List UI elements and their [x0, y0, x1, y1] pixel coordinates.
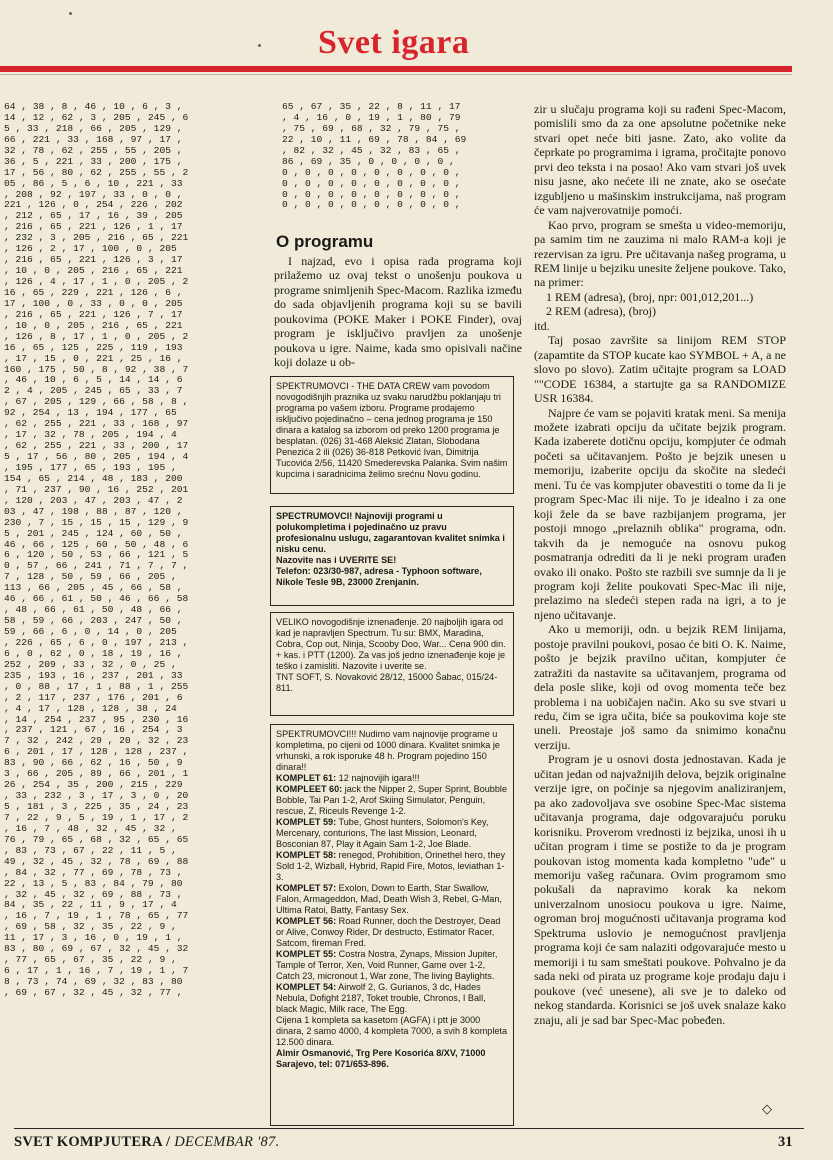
- listing-line: 49 , 32 , 45 , 32 , 78 , 69 , 88: [4, 855, 189, 867]
- listing-line: 17 , 100 , 0 , 33 , 0 , 0 , 205: [4, 297, 183, 309]
- listing-numbers-column-1: [4, 102, 266, 1124]
- listing-line: , 46 , 10 , 6 , 5 , 14 , 14 , 6: [4, 374, 183, 386]
- kit-name: KOMPLET 59:: [276, 817, 337, 827]
- kit-name: KOMPLET 56:: [276, 916, 337, 926]
- listing-line: 11 , 17 , 3 , 16 , 0 , 19 , 1 ,: [4, 932, 183, 944]
- kit-games: Road Runner, doch the Destroyer, Dead or Alive, Conwoy Rider, Dr destructo, Estimator Racer, Satcom, fireman Fred.: [276, 916, 501, 948]
- listing-line: 221 , 126 , 0 , 254 , 226 , 202: [4, 199, 183, 211]
- ad-kompleti-prices: Cijena 1 kompleta sa kasetom (AGFA) i ptt je 3000 dinara, 2 samo 4000, 4 kompleta 7000, a svih 8 kompleta 12.500 dinara.: [276, 1015, 508, 1047]
- listing-line: , 10 , 0 , 205 , 216 , 65 , 221: [4, 319, 183, 331]
- listing-line: 0 , 0 , 0 , 0 , 0 , 0 , 0 , 0 ,: [282, 177, 461, 189]
- listing-line: , 82 , 32 , 45 , 32 , 83 , 65 ,: [282, 144, 461, 156]
- listing-line: 14 , 12 , 62 , 3 , 205 , 245 , 6: [4, 111, 189, 123]
- listing-line: 6 , 17 , 1 , 16 , 7 , 19 , 1 , 7: [4, 965, 189, 977]
- listing-line: , 33 , 232 , 3 , 17 , 3 , 0 , 20: [4, 790, 189, 802]
- header-rule-shadow: [0, 74, 792, 75]
- kit-name: KOMPLET 57:: [276, 883, 337, 893]
- page-number: 31: [778, 1134, 793, 1150]
- listing-line: 6 , 0 , 62 , 0 , 18 , 19 , 16 ,: [4, 647, 183, 659]
- ad-kompleti-intro: SPEKTRUMOVCI!!! Nudimo vam najnovije programe u kompletima, po cijeni od 1000 dinara. Kvalitet snimka je vrhunski, a rok isporuke 48 h. Program pojedino 150 dinara!!: [276, 729, 500, 772]
- kit-name: KOMPLET 58:: [276, 850, 337, 860]
- listing-line: , 67 , 205 , 129 , 66 , 58 , 8 ,: [4, 396, 189, 408]
- listing-line: , 216 , 65 , 221 , 126 , 7 , 17: [4, 308, 183, 320]
- listing-line: 22 , 10 , 11 , 69 , 78 , 84 , 69: [282, 133, 467, 145]
- article-paragraph: Program je u osnovi dosta jednostavan. Kada je učitan jedan od najvažnijih delova, bejzik originalne verzije igre, on počinje sa njegovim analiziranjem, pa ako zadovoljava sve osobine Spec-Mac sistema učitavanja programa, daje odgovarajuću poruku korisniku. Proverom vrednosti iz bejzika, unosi ih u učitan program i time se postiže to da je program poukovan istog momenta kada kompletno "uđe" u memoriju vašeg računara. Ovim programom smo pokušali da napravimo korak ka nekom univerzalnom unosiocu poukova u igre. Naime, ogroman broj mogućnosti učitavanja programa kod Spektruma uslovio je nemogućnost pravljenja programa koji će sam nalaziti odgovarajuće mesto u memoriji i tu sam smeštati poukove. Pohvalno je da sada neki od pirata uz programe koje prodaju daju i poukove (već unesene), ali sve je to daleko od nekog standarda. Korisnici se još uvek snalaze kako znaju, ali je sad bar Spec-Mac pobeđen.: [534, 752, 786, 1027]
- listing-line: , 83 , 73 , 67 , 22 , 11 , 5 ,: [4, 844, 177, 856]
- print-speck: [69, 12, 72, 15]
- listing-line: 84 , 35 , 22 , 11 , 9 , 17 , 4: [4, 899, 177, 911]
- kit-games: Costra Nostra, Zynaps, Mission Jupiter, Tample of Terror, Xen, Void Runner, Game over 1-2, Catch 23, micronout 1, War zone, The living Baylights.: [276, 949, 498, 981]
- kit-games: Airwolf 2, G. Gurianos, 3 dc, Hades Nebula, Dofight 2187, Toket trouble, Chronos, I Ball, black Magic, Milk race, The Egg.: [276, 982, 486, 1014]
- kit-entry: [276, 949, 508, 982]
- kit-name: KOMPLET 61:: [276, 773, 337, 783]
- listing-line: 64 , 38 , 8 , 46 , 10 , 6 , 3 ,: [4, 102, 183, 112]
- listing-line: , 62 , 255 , 221 , 33 , 168 , 97: [4, 418, 189, 430]
- listing-line: 0 , 57 , 66 , 241 , 71 , 7 , 7 ,: [4, 560, 189, 572]
- listing-line: 59 , 66 , 6 , 0 , 14 , 0 , 205: [4, 626, 177, 637]
- listing-line: , 126 , 8 , 17 , 1 , 0 , 205 , 2: [4, 330, 189, 342]
- listing-line: 8 , 73 , 74 , 69 , 32 , 83 , 80: [4, 976, 183, 987]
- article-heading: O programu: [276, 232, 374, 251]
- listing-line: , 14 , 254 , 237 , 95 , 230 , 16: [4, 713, 189, 725]
- article-right-column: [534, 102, 786, 1027]
- article-paragraph: Ako u memoriji, odn. u bejzik REM linijama, postoje pravilni poukovi, posao će biti O. K. Naime, pošto je bejzik pravilno učitan, kompjuter će zatražiti da nastavite sa učitavanjem, programa od dela posle slike, koji od ovog momenta teče bez problema i na uobičajen način. Ako su sve stvari u redu, čim se igra učita, biće sa poukovima koje ste uneli. Preostaje još samo da snimimo konačnu verziju.: [534, 622, 786, 752]
- listing-line: 6 , 120 , 50 , 53 , 66 , 121 , 5: [4, 549, 189, 561]
- listing-line: , 0 , 88 , 17 , 1 , 88 , 1 , 255: [4, 680, 189, 692]
- kit-games: renegod, Prohibition, Orinethel hero, they Sold 1-2, Wizball, Hybrid, Rapid Fire, Motos, leviathan 1-3.: [276, 850, 505, 882]
- listing-line: 05 , 86 , 5 , 6 , 10 , 221 , 33: [4, 177, 183, 189]
- kit-games: jack the Nipper 2, Super Sprint, Boubble Bobble, Tai Pan 1-2, Arof Skiing Simulator, Penguin, rescue, Z, Riceuls Revenge 1-2.: [276, 784, 508, 816]
- listing-line: 17 , 56 , 80 , 62 , 255 , 55 , 2: [4, 166, 189, 178]
- kit-name: KOMPLEET 60:: [276, 784, 343, 794]
- ad-tnt-soft: [270, 612, 514, 716]
- ad-kompleti-contact: Almir Osmanović, Trg Pere Kosorića 8/XV, 71000 Sarajevo, tel: 071/653-896.: [276, 1048, 486, 1069]
- listing-line: 6 , 201 , 17 , 128 , 128 , 237 ,: [4, 746, 189, 758]
- listing-line: 235 , 193 , 16 , 237 , 201 , 33: [4, 669, 183, 681]
- listing-line: 36 , 5 , 221 , 33 , 200 , 175 ,: [4, 155, 183, 167]
- listing-line: 5 , 201 , 245 , 124 , 60 , 50 ,: [4, 527, 183, 539]
- listing-line: , 4 , 16 , 0 , 19 , 1 , 80 , 79: [282, 111, 461, 123]
- ad-tnt-text: VELIKO novogodišnje iznenađenje. 20 najboljih igara od kad je napravljen Spectrum. Tu su: BMX, Maradina, Cobra, Cop out, Ninja, Scooby Doo, War... Cena 900 din. + kas. i PTT (1200). Za vas još jedno iznenađenje koje je teško i zamisliti. Nazovite i uverite se.: [276, 617, 506, 671]
- print-speck: [258, 44, 261, 47]
- listing-line: 26 , 254 , 35 , 200 , 215 , 229: [4, 779, 183, 791]
- listing-line: , 16 , 7 , 48 , 32 , 45 , 32 ,: [4, 822, 177, 834]
- article-paragraph: 2 REM (adresa), (broj): [546, 304, 656, 319]
- kit-entry: [276, 883, 508, 916]
- listing-line: 7 , 32 , 242 , 29 , 20 , 32 , 23: [4, 735, 189, 747]
- listing-line: 2 , 4 , 205 , 245 , 65 , 33 , 7: [4, 385, 183, 397]
- listing-line: , 77 , 65 , 67 , 35 , 22 , 9 ,: [4, 954, 177, 966]
- listing-line: 46 , 66 , 61 , 50 , 46 , 66 , 58: [4, 593, 189, 605]
- listing-line: , 84 , 32 , 77 , 69 , 78 , 73 ,: [4, 866, 183, 878]
- footer-magazine: [14, 1134, 280, 1151]
- listing-line: , 17 , 15 , 0 , 221 , 25 , 16 ,: [4, 352, 183, 364]
- listing-line: 113 , 66 , 205 , 45 , 66 , 58 ,: [4, 582, 183, 594]
- article-paragraph: Taj posao završite sa linijom REM STOP (zapamtite da STOP kucate kao SYMBOL + A, a ne slovo po slovo). Zatim učitajte program sa LOAD ""CODE 16384, a startujte ga sa RANDOMIZE USR 16384.: [534, 333, 786, 406]
- listing-line: , 16 , 7 , 19 , 1 , 78 , 65 , 77: [4, 910, 189, 922]
- kit-games: 12 najnovijih igara!!!: [338, 773, 420, 783]
- listing-line: 66 , 221 , 33 , 168 , 97 , 17 ,: [4, 133, 183, 145]
- listing-line: 7 , 128 , 50 , 59 , 66 , 205 ,: [4, 571, 177, 583]
- listing-line: , 75 , 69 , 68 , 32 , 79 , 75 ,: [282, 122, 461, 134]
- listing-line: 83 , 80 , 69 , 67 , 32 , 45 , 32: [4, 943, 189, 955]
- ad-data-crew-text: SPEKTRUMOVCI - THE DATA CREW vam povodom novogodišnjih praznika uz svaku narudžbu poklanjaju tri programa po vašem izboru. Programe prodajemo isključivo pojedinačno – cena jednog programa je 150 dinara a katalog sa izborom od preko 1200 programa je besplatan. (026) 31-468 Aleksić Zlatan, Slobodana Penezića 2 ili (026) 36-818 Petković Ivan, Dimitrija Tucovića 2/56, 11420 Smederevska Palanka. Svim našim kupcima i saradnicima želimo srećnu Novu godinu.: [276, 381, 508, 479]
- listing-line: , 237 , 121 , 67 , 16 , 254 , 3: [4, 724, 183, 736]
- listing-line: , 48 , 66 , 61 , 50 , 48 , 66 ,: [4, 604, 183, 616]
- ad-kompleti: [270, 724, 514, 1126]
- listing-line: , 2 , 117 , 237 , 176 , 201 , 6: [4, 691, 183, 703]
- listing-line: 22 , 13 , 5 , 83 , 84 , 79 , 80: [4, 877, 183, 889]
- listing-line: 154 , 65 , 214 , 48 , 183 , 200: [4, 472, 183, 484]
- listing-line: 5 , 17 , 56 , 80 , 205 , 194 , 4: [4, 451, 189, 462]
- kit-name: KOMPLET 54:: [276, 982, 337, 992]
- kit-entry: [276, 850, 508, 883]
- article-paragraph: 1 REM (adresa), (broj, npr: 001,012,201...): [546, 289, 754, 304]
- ad-typhoon-software: [270, 506, 514, 606]
- kit-entry: [276, 773, 508, 784]
- listing-line: , 10 , 0 , 205 , 216 , 65 , 221: [4, 265, 183, 277]
- footer-magazine-name: SVET KOMPJUTERA /: [14, 1134, 171, 1150]
- ad-typhoon-contact: Telefon: 023/30-987, adresa - Typhoon software, Nikole Tesle 9B, 23000 Zrenjanin.: [276, 566, 482, 587]
- article-paragraph: Najpre će vam se pojaviti kratak meni. Sa menija možete izabrati opciju da učitate bejzik program. Kada izaberete dotičnu opciju, kompjuter će odmah početi sa učitavanjem. Pošto je bejzik unesen u memoriju, izaberite opciju da skočite na sledeći meni. Tu će vas kompjuter obavestiti o tome da li je program Spec-Mac ili nije. To je idealno i za one koji žele da se bave razbijanjem programa, jer postoji mnogo „prelaznih oblika" programa, odn. takvih da je nemoguće na osnovu pukog posmatranja odrediti da li je neki program urađen ovako ili onako. Pošto ste razbili sve sumnje da li je program koji želite poukovati Spec-Mac ili nije, prelazimo na sledeći stepen rada na igri, a to je njeno učitavanje.: [534, 405, 786, 622]
- listing-line: , 226 , 65 , 6 , 0 , 197 , 213 ,: [4, 636, 189, 648]
- listing-line: 230 , 7 , 15 , 15 , 15 , 129 , 9: [4, 516, 189, 528]
- article-paragraph: itd.: [534, 318, 550, 333]
- footer-issue: DECEMBAR '87.: [174, 1134, 280, 1150]
- listing-line: 03 , 47 , 198 , 88 , 87 , 120 ,: [4, 505, 183, 517]
- kit-entry: [276, 817, 508, 850]
- ad-tnt-contact: TNT SOFT, S. Novaković 28/12, 15000 Šabac, 015/24-811.: [276, 672, 498, 693]
- listing-line: 46 , 66 , 125 , 60 , 50 , 48 , 6: [4, 538, 189, 550]
- listing-numbers-column-2: [282, 102, 527, 222]
- kit-name: KOMPLET 55:: [276, 949, 337, 959]
- listing-line: , 32 , 45 , 32 , 69 , 88 , 73 ,: [4, 888, 183, 900]
- kit-games: Exolon, Down to Earth, Star Swallow, Falon, Armageddon, Mad, Death Wish 3, Rebel, G-Man, Ultima Ratoi, Batty, Fantasy Sex.: [276, 883, 502, 915]
- listing-line: 92 , 254 , 13 , 194 , 177 , 65: [4, 407, 177, 419]
- listing-line: , 71 , 237 , 90 , 16 , 252 , 201: [4, 483, 189, 495]
- listing-line: 58 , 59 , 66 , 203 , 247 , 50 ,: [4, 615, 183, 627]
- article-intro-paragraph: I najzad, evo i opisa rada programa koji prilažemo uz ovaj tekst o unošenju poukova u programe snimljenih Spec-Macom. Razlika između do sada objavljenih programa koji su se bavili poukovima (POKE Maker i POKE Finder), ovaj program je isključivo pravljen za unošenje poukova u igre. Naime, kada smo opisivali načine koji dolaze u ob-: [274, 254, 522, 370]
- listing-line: 0 , 0 , 0 , 0 , 0 , 0 , 0 , 0 ,: [282, 188, 461, 200]
- listing-line: , 69 , 58 , 32 , 35 , 22 , 9 ,: [4, 921, 177, 933]
- article-paragraph: Kao prvo, program se smešta u video-memoriju, pa samim tim ne zauzima ni malo RAM-a koji je rezervisan za igru. Pre učitavanja našeg programa, u REM linije u bejziku unesite željene poukove. Tako, na primer:: [534, 217, 786, 290]
- listing-line: 16 , 65 , 229 , 221 , 126 , 6 ,: [4, 286, 183, 298]
- listing-line: 32 , 78 , 62 , 255 , 55 , 205 ,: [4, 144, 183, 156]
- listing-line: , 232 , 3 , 205 , 216 , 65 , 221: [4, 232, 189, 244]
- kit-entry: [276, 982, 508, 1015]
- ad-kompleti-list: [276, 773, 508, 1015]
- listing-line: , 4 , 17 , 128 , 128 , 38 , 24: [4, 702, 177, 714]
- article-intro: [274, 254, 522, 370]
- listing-line: , 216 , 65 , 221 , 126 , 1 , 17: [4, 221, 183, 233]
- article-paragraph: zir u slučaju programa koji su rađeni Spec-Macom, pomislili smo da za one apsolutne početnike neke stvari opet neće biti jasne. Zato, ako volite da čeprkate po programima i igrama, pročitajte ponovo prvi deo teksta i na posao! Ako vam stvari još uvek nisu jasne, ako nećete ili ne znate, ako se osećate izgubljeno u mašinskim instrukcijama, naš program će vam najverovatnije pomoći.: [534, 102, 786, 218]
- listing-line: 83 , 90 , 66 , 62 , 16 , 50 , 9: [4, 757, 183, 769]
- kit-entry: [276, 916, 508, 949]
- listing-line: 86 , 69 , 35 , 0 , 0 , 0 , 0 ,: [282, 155, 455, 167]
- listing-line: , 126 , 2 , 17 , 100 , 0 , 205: [4, 243, 177, 255]
- listing-line: 65 , 67 , 35 , 22 , 8 , 11 , 17: [282, 102, 461, 112]
- listing-line: 5 , 33 , 218 , 66 , 205 , 129 ,: [4, 122, 183, 134]
- footer-rule: [14, 1128, 804, 1129]
- header-red-rule: [0, 66, 792, 72]
- listing-line: , 17 , 32 , 78 , 205 , 194 , 4: [4, 429, 177, 441]
- kit-games: Tube, Ghost hunters, Solomon's Key, Mercenary, conturions, The last Mission, Leonard, Bosconian 87, Play it Again Sam 1-2, Joe Blade.: [276, 817, 489, 849]
- listing-line: , 195 , 177 , 65 , 193 , 195 ,: [4, 461, 177, 473]
- listing-line: 5 , 181 , 3 , 225 , 35 , 24 , 23: [4, 801, 189, 812]
- listing-line: 0 , 0 , 0 , 0 , 0 , 0 , 0 , 0 ,: [282, 166, 461, 178]
- listing-line: 16 , 65 , 125 , 225 , 119 , 193: [4, 341, 183, 353]
- kit-entry: [276, 784, 508, 817]
- listing-line: 76 , 79 , 65 , 68 , 32 , 65 , 65: [4, 833, 189, 845]
- listing-line: , 212 , 65 , 17 , 16 , 39 , 205: [4, 210, 183, 222]
- listing-line: 160 , 175 , 50 , 8 , 92 , 38 , 7: [4, 363, 189, 375]
- section-title: Svet igara: [318, 24, 470, 61]
- ad-typhoon-body: Nazovite nas i UVERITE SE!: [276, 555, 397, 565]
- end-of-article-mark: ◇: [762, 1101, 772, 1116]
- listing-line: , 216 , 65 , 221 , 126 , 3 , 17: [4, 254, 183, 266]
- listing-line: , 120 , 203 , 47 , 203 , 47 , 2: [4, 494, 183, 506]
- listing-line: , 208 , 92 , 197 , 33 , 0 , 0 ,: [4, 188, 183, 200]
- ad-data-crew: [270, 376, 514, 494]
- listing-line: , 62 , 255 , 221 , 33 , 200 , 17: [4, 440, 189, 452]
- listing-line: 3 , 66 , 205 , 89 , 66 , 201 , 1: [4, 768, 189, 780]
- listing-line: 252 , 209 , 33 , 32 , 0 , 25 ,: [4, 658, 177, 670]
- listing-line: , 126 , 4 , 17 , 1 , 0 , 205 , 2: [4, 276, 189, 287]
- listing-line: 0 , 0 , 0 , 0 , 0 , 0 , 0 , 0 ,: [282, 199, 461, 211]
- listing-line: , 69 , 67 , 32 , 45 , 32 , 77 ,: [4, 986, 183, 998]
- listing-line: 7 , 22 , 9 , 5 , 19 , 1 , 17 , 2: [4, 811, 189, 823]
- ad-typhoon-title: SPECTRUMOVCI! Najnoviji programi u polukompletima i pojedinačno uz pravu profesionalnu uslugu, zagarantovan kvalitet snimka i nisku cenu.: [276, 511, 505, 554]
